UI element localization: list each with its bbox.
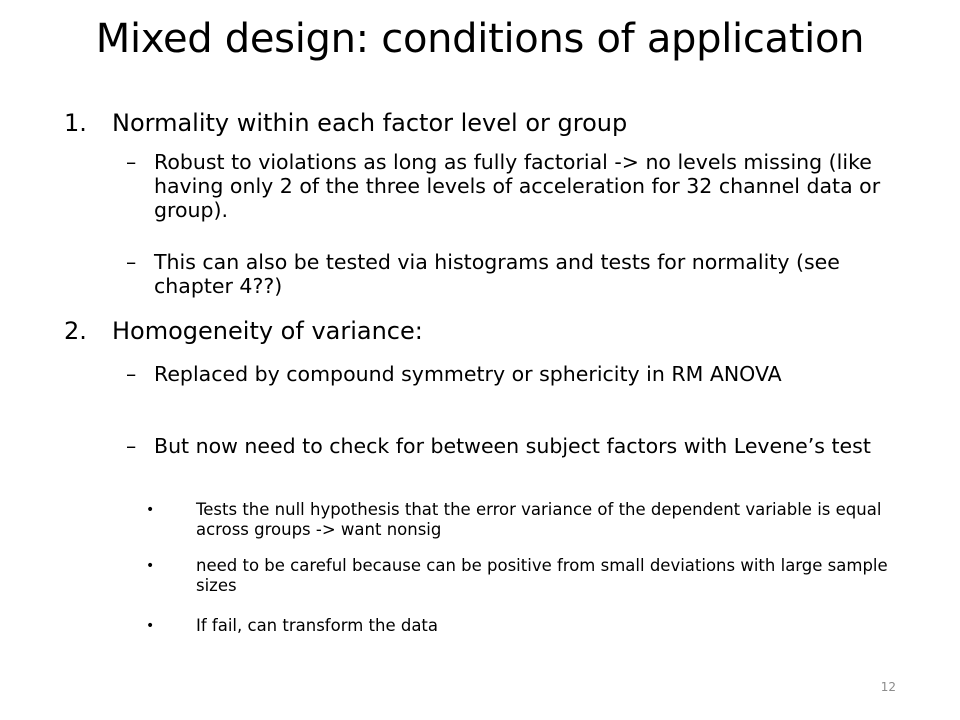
page-number: 12 <box>880 680 896 694</box>
list-item-normality <box>64 108 627 139</box>
list-number: 1. <box>64 109 87 137</box>
bullet-transform <box>146 616 906 636</box>
bullet-text: Tests the null hypothesis that the error variance of the dependent variable is equal across groups -> want nonsig <box>196 500 882 539</box>
subitem-text: Robust to violations as long as fully factorial -> no levels missing (like having only 2 of the three levels of acceleration for 32 channel data or group). <box>154 150 881 222</box>
dash-marker: – <box>126 150 137 174</box>
bullet-marker: • <box>146 558 155 574</box>
bullet-text: If fail, can transform the data <box>196 616 439 635</box>
dash-marker: – <box>126 362 137 386</box>
subitem-compound-symmetry <box>126 362 886 386</box>
dash-marker: – <box>126 250 137 274</box>
bullet-careful <box>146 556 906 596</box>
subitem-robust <box>126 150 886 222</box>
list-item-homogeneity <box>64 316 423 347</box>
slide-title: Mixed design: conditions of application <box>95 16 865 62</box>
subitem-levene <box>126 434 886 458</box>
list-item-text: Homogeneity of variance: <box>112 317 423 345</box>
subitem-text: But now need to check for between subject factors with Levene’s test <box>154 434 871 458</box>
subitem-text: This can also be tested via histograms and tests for normality (see chapter 4??) <box>154 250 840 298</box>
subitem-histograms <box>126 250 886 298</box>
list-number: 2. <box>64 317 87 345</box>
list-item-text: Normality within each factor level or group <box>112 109 628 137</box>
dash-marker: – <box>126 434 137 458</box>
subitem-text: Replaced by compound symmetry or sphericity in RM ANOVA <box>154 362 782 386</box>
bullet-marker: • <box>146 502 155 518</box>
bullet-text: need to be careful because can be positive from small deviations with large sample sizes <box>196 556 888 595</box>
bullet-marker: • <box>146 618 155 634</box>
bullet-null-hypothesis <box>146 500 906 540</box>
